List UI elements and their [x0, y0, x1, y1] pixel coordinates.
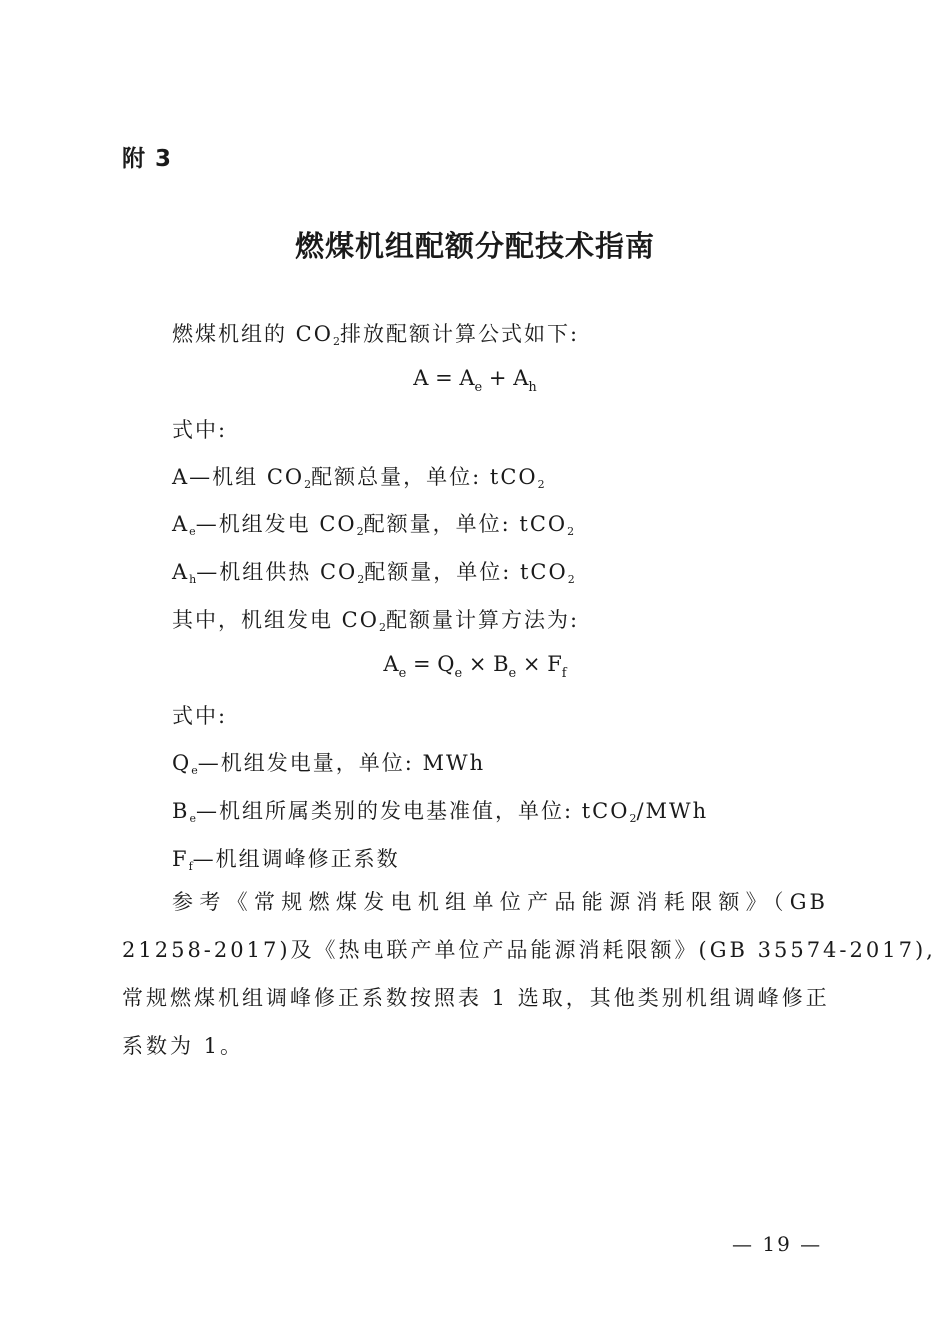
- method-text-tail: 配额量计算方法为:: [385, 608, 580, 632]
- co2-subscript: 2: [629, 812, 637, 825]
- formula-symbol: A: [413, 366, 429, 390]
- where-label: 式中:: [172, 418, 228, 442]
- co2-subscript: 2: [357, 573, 365, 586]
- unit-subscript: 2: [537, 478, 545, 491]
- formula-subscript: h: [528, 380, 537, 395]
- formula-power-allowance: [0, 652, 950, 681]
- def-text: —机组调峰修正系数: [192, 847, 400, 871]
- def-symbol: A: [172, 512, 190, 536]
- paragraph-line: 系数为 1。: [122, 1034, 245, 1058]
- def-symbol: B: [172, 799, 190, 823]
- co2-subscript: 2: [332, 335, 340, 348]
- unit-subscript: 2: [567, 573, 575, 586]
- intro-text: 燃煤机组的 CO: [172, 322, 333, 346]
- formula-subscript: e: [398, 666, 407, 681]
- where-label-2: 式中:: [172, 704, 228, 728]
- def-symbol: F: [172, 847, 189, 871]
- definition-a: [172, 461, 545, 491]
- def-text: —机组发电 CO: [195, 512, 357, 536]
- page-number: — 19 —: [732, 1232, 823, 1256]
- formula-symbol: Q: [437, 652, 455, 676]
- formula-operator: ×: [516, 652, 548, 676]
- co2-subscript: 2: [356, 525, 364, 538]
- formula-subscript: f: [561, 666, 567, 681]
- symbol-subscript: f: [188, 860, 193, 873]
- intro-line: [172, 318, 579, 348]
- formula-subscript: e: [454, 666, 463, 681]
- intro-text-tail: 排放配额计算公式如下:: [339, 322, 580, 346]
- formula-symbol: A: [459, 366, 475, 390]
- reference-paragraph: [122, 878, 936, 1070]
- def-text: —机组发电量，单位: MWh: [197, 751, 486, 775]
- co2-subscript: 2: [378, 621, 386, 634]
- symbol-subscript: e: [189, 525, 196, 538]
- unit-subscript: 2: [567, 525, 575, 538]
- paragraph-line: 21258-2017)及《热电联产单位产品能源消耗限额》(GB 35574-2017),: [122, 938, 936, 962]
- def-text-tail: 配额量，单位: tCO: [364, 560, 568, 584]
- formula-symbol: A: [383, 652, 399, 676]
- method-line: [172, 604, 579, 634]
- definition-be: [172, 795, 708, 825]
- document-title: 燃煤机组配额分配技术指南: [294, 229, 655, 263]
- formula-subscript: e: [508, 666, 517, 681]
- paragraph-line: 参考《常规燃煤发电机组单位产品能源消耗限额》（GB: [172, 890, 828, 914]
- def-text: —机组供热 CO: [196, 560, 358, 584]
- symbol-subscript: h: [189, 573, 197, 586]
- annex-label: 附 3: [122, 146, 173, 172]
- paragraph-line: 常规燃煤机组调峰修正系数按照表 1 选取，其他类别机组调峰修正: [122, 986, 830, 1010]
- formula-operator: =: [428, 366, 460, 390]
- definition-ae: [172, 508, 574, 538]
- formula-symbol: B: [493, 652, 509, 676]
- definition-qe: [172, 747, 485, 777]
- def-symbol: A: [172, 560, 190, 584]
- method-text: 其中，机组发电 CO: [172, 608, 379, 632]
- formula-total-allowance: [0, 366, 950, 395]
- def-symbol: A: [172, 465, 190, 489]
- formula-operator: =: [406, 652, 438, 676]
- def-text-tail: 配额量，单位: tCO: [363, 512, 568, 536]
- def-text-tail: /MWh: [636, 799, 709, 823]
- formula-operator: +: [482, 366, 514, 390]
- formula-symbol: A: [513, 366, 529, 390]
- def-text: —机组 CO: [189, 465, 305, 489]
- formula-subscript: e: [474, 380, 483, 395]
- def-text-tail: 配额总量，单位: tCO: [311, 465, 538, 489]
- symbol-subscript: e: [191, 764, 198, 777]
- def-symbol: Q: [172, 751, 192, 775]
- co2-subscript: 2: [304, 478, 312, 491]
- formula-operator: ×: [462, 652, 494, 676]
- definition-ah: [172, 556, 575, 586]
- symbol-subscript: e: [189, 812, 196, 825]
- def-text: —机组所属类别的发电基准值，单位: tCO: [195, 799, 630, 823]
- formula-symbol: F: [547, 652, 562, 676]
- definition-ff: [172, 843, 400, 873]
